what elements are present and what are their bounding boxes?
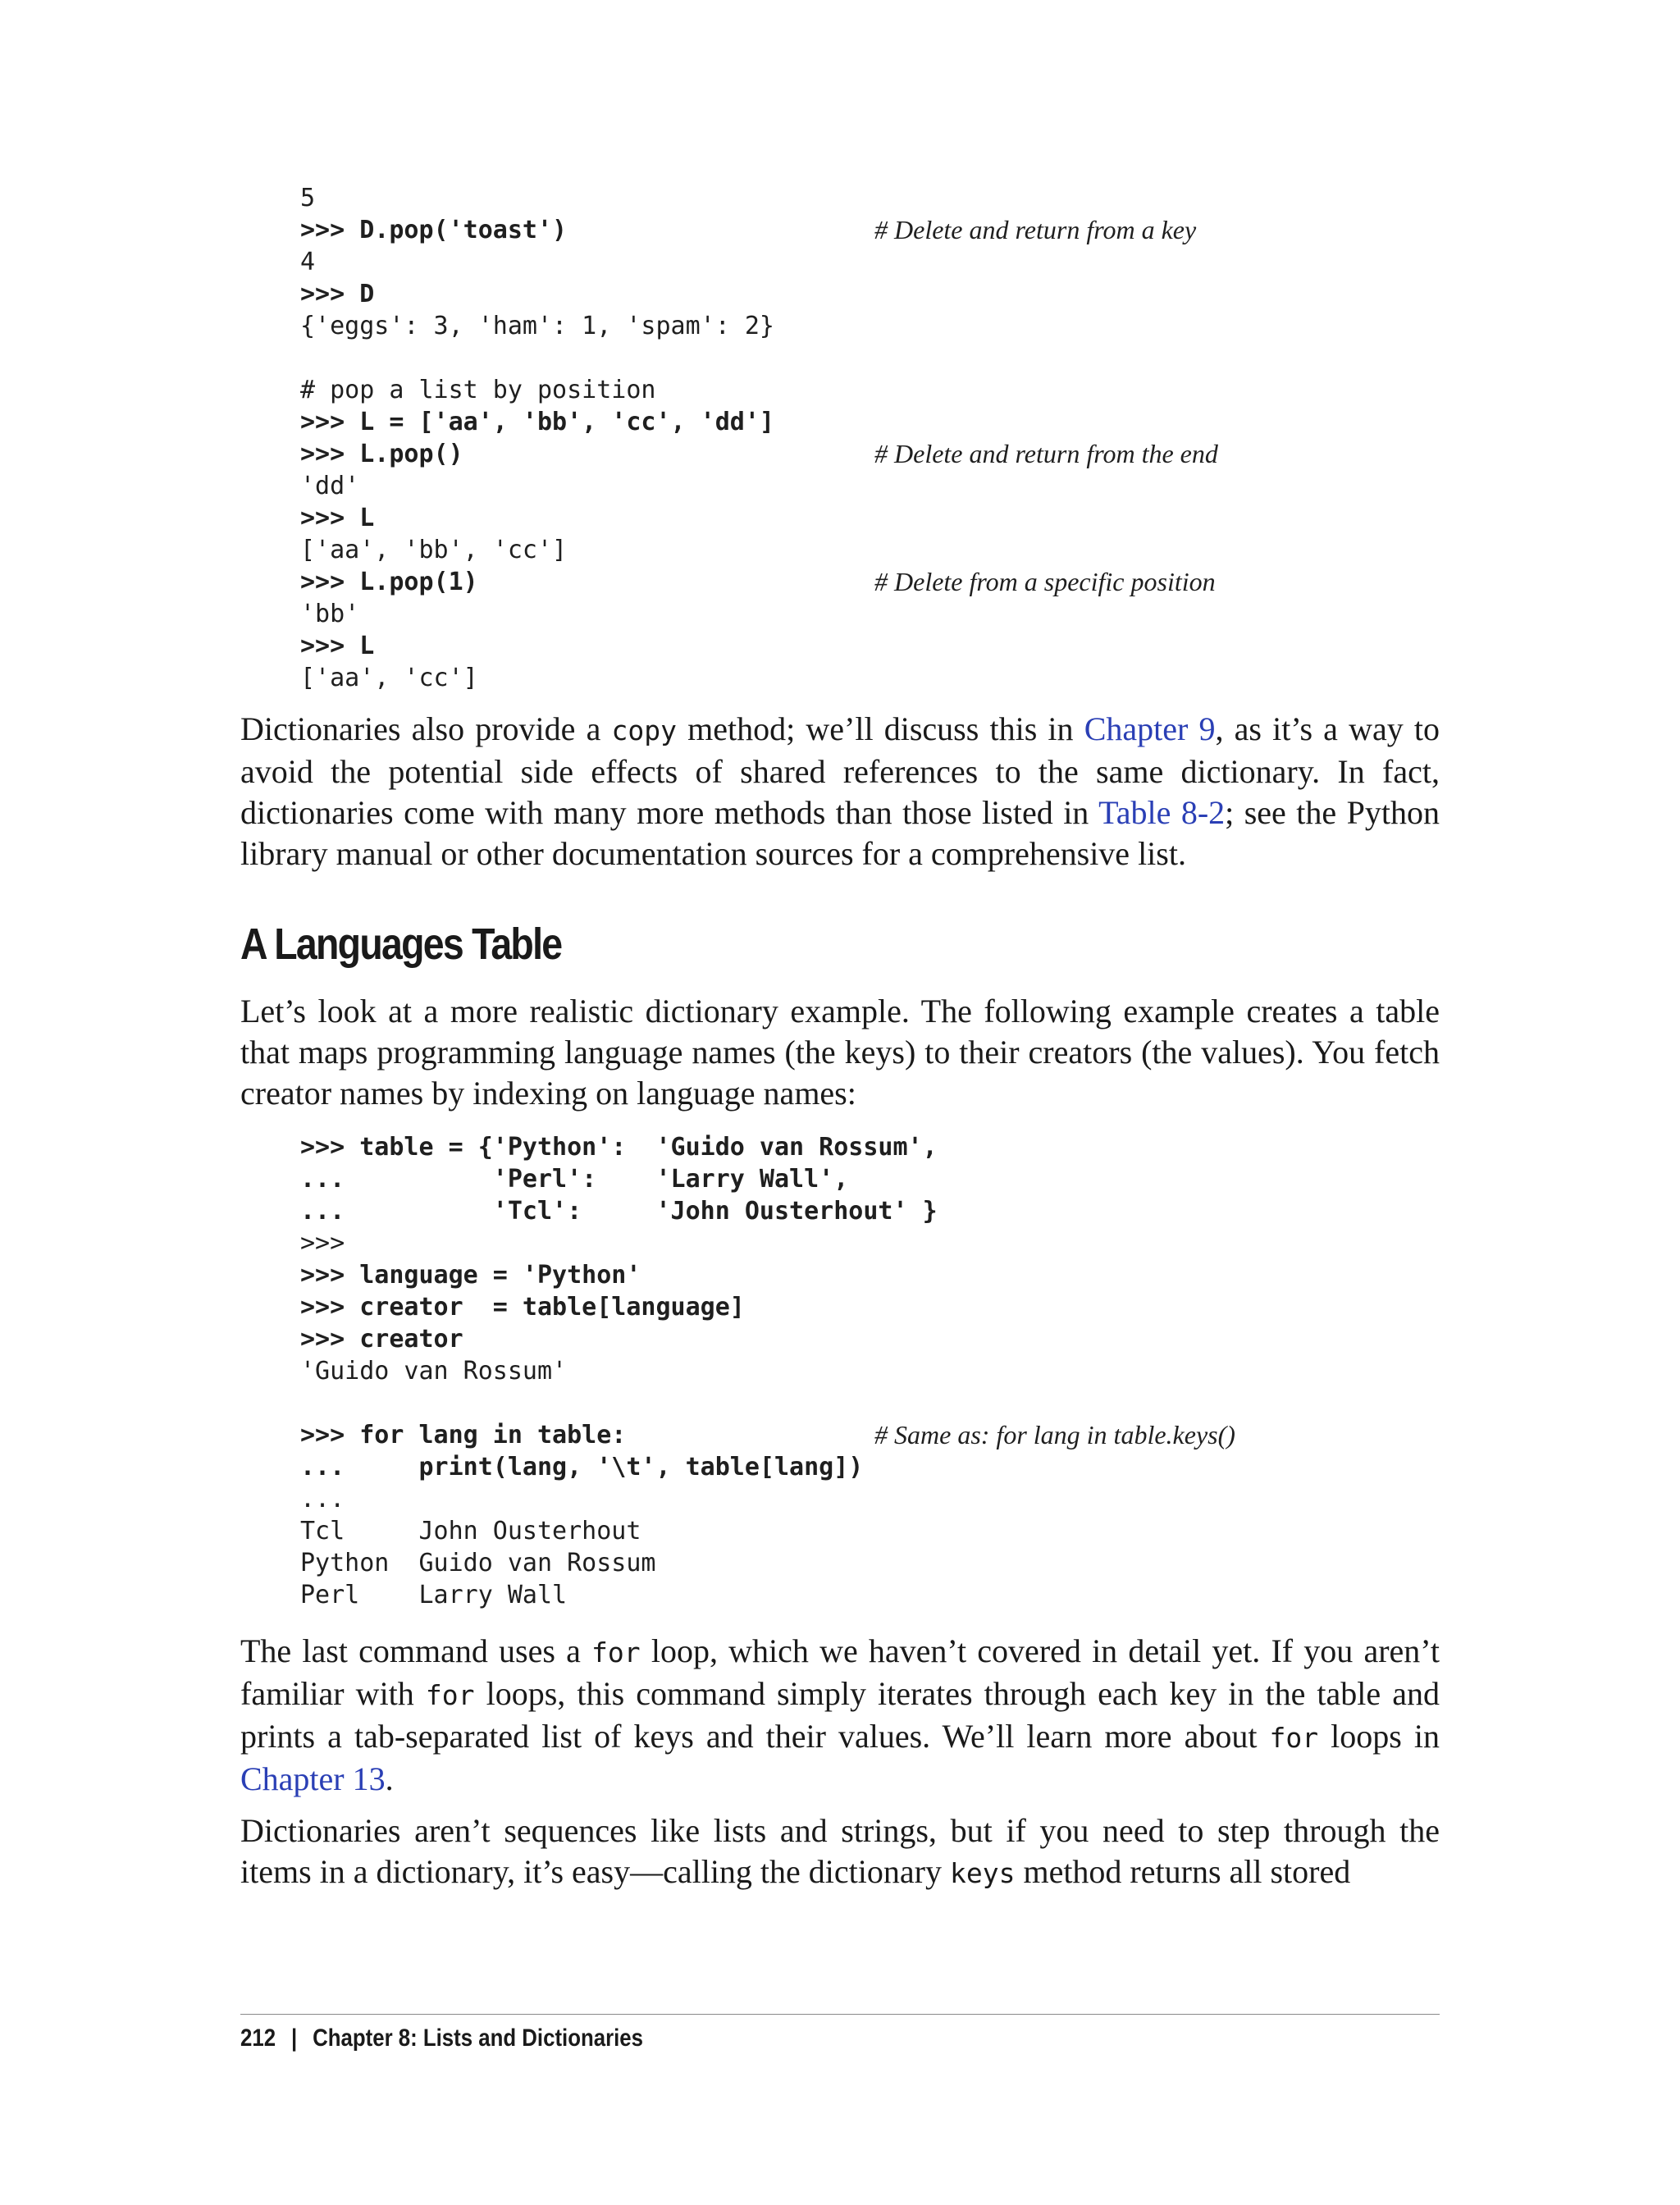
- link-chapter-13[interactable]: Chapter 13: [240, 1760, 386, 1797]
- code-line: [300, 1227, 1449, 1259]
- code-comment: # Delete and return from the end: [874, 439, 1218, 468]
- code-text: >>> L.pop(): [300, 440, 463, 468]
- paragraph-for-loop: The last command uses a for loop, which we haven’t covered in detail yet. If you aren’t familiar with for loops, this command simply iterates through each key in the table and prints a tab-separated list of keys and their values. We’ll learn more about for loops in Chapter 13.: [240, 1632, 1440, 1797]
- page-footer: [240, 2025, 643, 2052]
- code-text: >>> D: [300, 280, 375, 308]
- code-line: [300, 566, 1449, 598]
- inline-code-for: for: [591, 1637, 641, 1669]
- code-line: [300, 1195, 1449, 1227]
- inline-code-for: for: [425, 1679, 475, 1711]
- code-line: [300, 182, 1449, 214]
- inline-code-copy: copy: [611, 714, 677, 746]
- code-text: >>> table = {'Python': 'Guido van Rossum',: [300, 1133, 938, 1162]
- code-text: 'Guido van Rossum': [300, 1357, 568, 1386]
- page-number: 212: [240, 2025, 276, 2052]
- code-text: >>> D.pop('toast'): [300, 216, 568, 244]
- code-line: [300, 470, 1449, 502]
- link-chapter-9[interactable]: Chapter 9: [1084, 710, 1216, 747]
- code-text: 4: [300, 248, 316, 276]
- code-block-pop: [300, 182, 1449, 694]
- code-text: # pop a list by position: [300, 376, 656, 404]
- code-text: 'bb': [300, 600, 360, 628]
- code-line: [300, 630, 1449, 662]
- code-line: [300, 534, 1449, 566]
- code-text: >>>: [300, 1229, 345, 1258]
- running-chapter-title: Chapter 8: Lists and Dictionaries: [313, 2025, 643, 2052]
- code-text: ['aa', 'cc']: [300, 664, 478, 692]
- code-line: [300, 502, 1449, 534]
- footer-rule: [240, 2014, 1440, 2015]
- code-text: >>> L = ['aa', 'bb', 'cc', 'dd']: [300, 408, 774, 436]
- code-comment: # Delete and return from a key: [874, 215, 1197, 244]
- code-text: >>> for lang in table:: [300, 1421, 627, 1449]
- code-line: [300, 1259, 1449, 1291]
- code-line: [300, 310, 1449, 342]
- code-text: >>> creator = table[language]: [300, 1293, 745, 1322]
- code-line: [300, 1483, 1449, 1515]
- code-text: ... 'Perl': 'Larry Wall',: [300, 1165, 849, 1194]
- code-comment: # Delete from a specific position: [874, 567, 1216, 596]
- code-line: [300, 1163, 1449, 1195]
- code-text: ...: [300, 1485, 345, 1513]
- link-table-8-2[interactable]: Table 8-2: [1098, 794, 1226, 831]
- code-line: [300, 278, 1449, 310]
- code-line: [300, 1515, 1449, 1547]
- footer-separator: |: [290, 2025, 298, 2052]
- code-text: >>> L.pop(1): [300, 568, 478, 596]
- code-text: 5: [300, 184, 316, 212]
- paragraph-keys-method: Dictionaries aren’t sequences like lists and strings, but if you need to step through the items in a dictionary, it’s easy—calling the dictionary keys method returns all stored: [240, 1812, 1440, 1890]
- code-line: [300, 1451, 1449, 1483]
- code-text: >>> L: [300, 632, 375, 660]
- section-heading: A Languages Table: [240, 920, 562, 969]
- code-line: [300, 1355, 1449, 1387]
- code-line: [300, 374, 1449, 406]
- code-line: [300, 438, 1449, 470]
- code-text: Perl Larry Wall: [300, 1581, 568, 1609]
- paragraph-copy-method: Dictionaries also provide a copy method; we’ll discuss this in Chapter 9, as it’s a way to avoid the potential side effects of shared references to the same dictionary. In fact, dictionaries come with many more methods than those listed in Table 8-2; see the Python library manual or other documentation sources for a comprehensive list.: [240, 710, 1440, 872]
- code-line: [300, 1323, 1449, 1355]
- code-line: [300, 1291, 1449, 1323]
- code-comment: # Same as: for lang in table.keys(): [874, 1420, 1235, 1449]
- code-text: {'eggs': 3, 'ham': 1, 'spam': 2}: [300, 312, 774, 340]
- code-text: ... 'Tcl': 'John Ousterhout' }: [300, 1197, 938, 1226]
- code-line: [300, 1579, 1449, 1611]
- inline-code-for: for: [1269, 1722, 1319, 1754]
- code-text: ['aa', 'bb', 'cc']: [300, 536, 568, 564]
- code-text: ... print(lang, '\t', table[lang]): [300, 1453, 864, 1481]
- code-text: >>> creator: [300, 1325, 463, 1354]
- code-line: [300, 406, 1449, 438]
- inline-code-keys: keys: [949, 1857, 1016, 1889]
- code-line: [300, 1419, 1449, 1451]
- code-line: [300, 214, 1449, 246]
- code-line: [300, 246, 1449, 278]
- code-line: [300, 1387, 1449, 1419]
- code-line: [300, 662, 1449, 694]
- code-text: >>> L: [300, 504, 375, 532]
- code-text: Python Guido van Rossum: [300, 1549, 656, 1577]
- code-text: 'dd': [300, 472, 360, 500]
- code-text: Tcl John Ousterhout: [300, 1517, 641, 1545]
- code-line: [300, 598, 1449, 630]
- code-text: >>> language = 'Python': [300, 1261, 641, 1290]
- code-line: [300, 1131, 1449, 1163]
- code-block-languages-table: [300, 1131, 1449, 1611]
- paragraph-languages-intro: Let’s look at a more realistic dictionary example. The following example creates a table that maps programming language names (the keys) to their creators (the values). You fetch creator names by indexing on language names:: [240, 993, 1440, 1112]
- code-line: [300, 1547, 1449, 1579]
- code-line: [300, 342, 1449, 374]
